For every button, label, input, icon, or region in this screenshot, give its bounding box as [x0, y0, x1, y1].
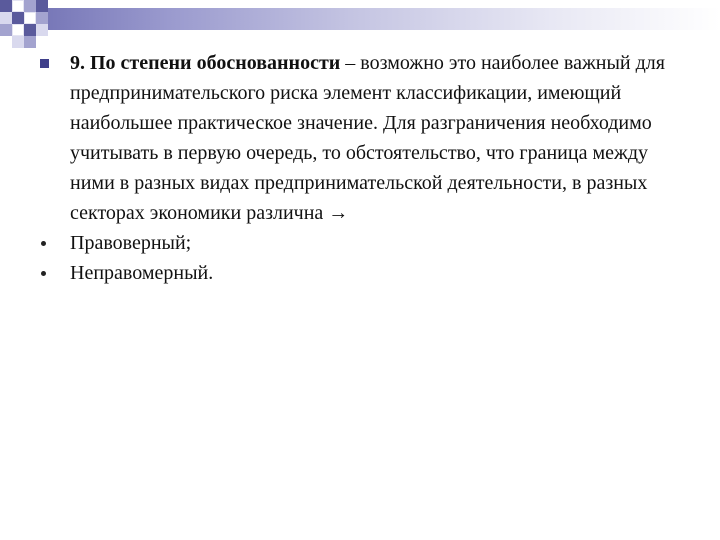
- decorative-square: [0, 12, 12, 24]
- decorative-square: [36, 0, 48, 12]
- decorative-square: [12, 24, 24, 36]
- decorative-square: [24, 36, 36, 48]
- decorative-gradient-bar: [48, 8, 720, 30]
- square-bullet-icon: [40, 59, 49, 68]
- decorative-square: [0, 0, 12, 12]
- slide-content: [0, 48, 720, 288]
- sub-bullet-item: [0, 258, 720, 288]
- point-heading: 9. По степени обоснованности: [70, 52, 341, 74]
- decorative-square: [12, 12, 24, 24]
- sub-item-text: Правоверный;: [70, 232, 192, 254]
- decorative-square: [12, 0, 24, 12]
- decorative-square: [24, 12, 36, 24]
- decorative-square: [36, 24, 48, 36]
- sub-item-text: Неправомерный.: [70, 262, 214, 284]
- dot-bullet-icon: [41, 271, 46, 276]
- decorative-square: [12, 36, 24, 48]
- decorative-square: [24, 24, 36, 36]
- decorative-square: [24, 0, 36, 12]
- dot-bullet-icon: [41, 241, 46, 246]
- main-bullet-item: [0, 48, 720, 228]
- decorative-square: [36, 12, 48, 24]
- point-text: – возможно это наиболее важный для предпринимательского риска элемент классификации, имеющий наибольшее практическое значение. Для разграничения необходимо учитывать в первую очередь, то обстоятельство, что граница между ними в разных видах предпринимательской деятельности, в разных секторах экономики различна →: [70, 52, 665, 224]
- sub-bullet-item: [0, 228, 720, 258]
- decorative-square: [0, 24, 12, 36]
